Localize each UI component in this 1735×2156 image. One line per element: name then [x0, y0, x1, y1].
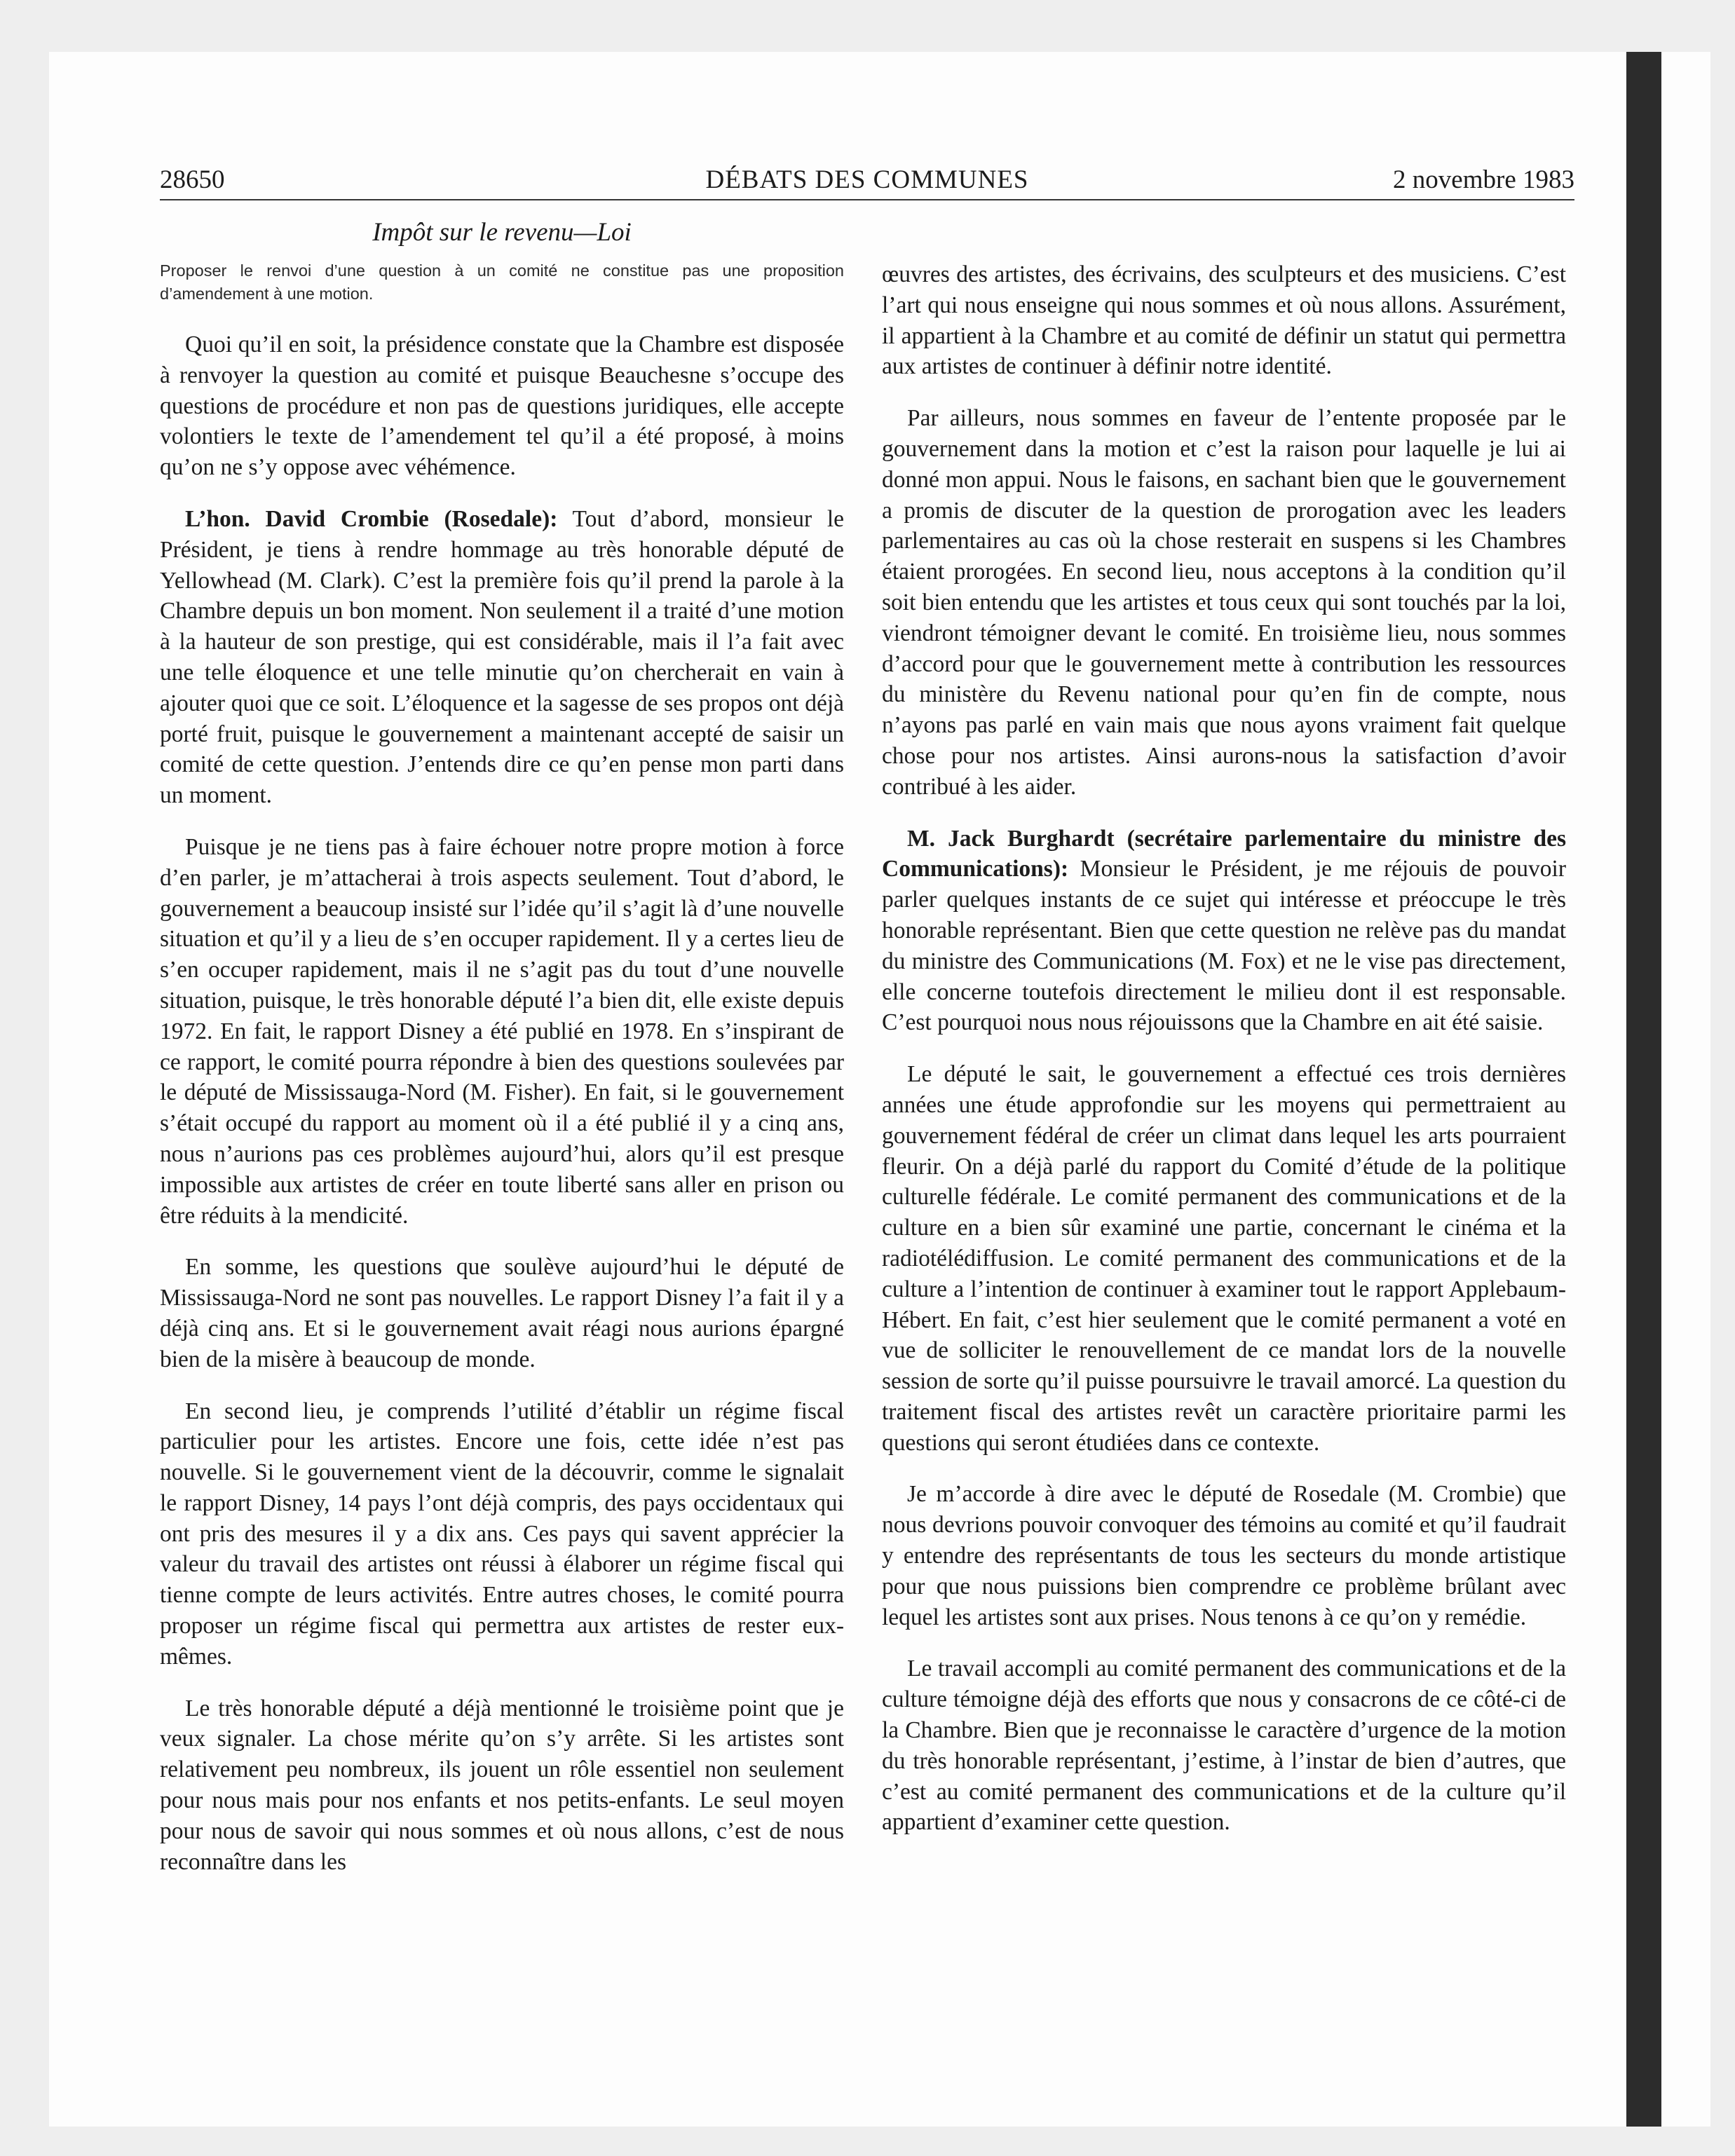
sitting-date: 2 novembre 1983	[1393, 165, 1574, 194]
right-column	[882, 259, 1566, 1859]
speaker-name: L’hon. David Crombie (Rosedale):	[185, 505, 558, 532]
speech-text: Monsieur le Président, je me réjouis de pouvoir parler quelques instants de ce sujet qui intéresse et préoccupe le très honorable représentant. Bien que cette question ne relève pas du mandat du ministre des Communications (M. Fox) et ne le vise pas directement, elle concerne toutefois directement le milieu dont il est responsable. C’est pourquoi nous nous réjouissons que la Chambre en ait été saisie.	[882, 856, 1566, 1036]
speech-paragraph	[160, 504, 844, 811]
paragraph: En second lieu, je comprends l’utilité d’établir un régime fiscal particulier pour les artistes. Encore une fois, cette idée n’est pas nouvelle. Si le gouvernement vient de la découvrir, comme le signalait le rapport Disney, 14 pays l’ont déjà compris, des pays occidentaux qui ont pris des mesures il y a dix ans. Ces pays qui savent apprécier la valeur du travail des artistes ont réussi à élaborer un régime fiscal qui tienne compte de leurs activités. Entre autres choses, le comité pourra proposer un régime fiscal qui permettra aux artistes de rester eux-mêmes.	[160, 1398, 844, 1670]
running-header	[160, 164, 1574, 200]
publication-title: DÉBATS DES COMMUNES	[705, 165, 1029, 194]
procedural-note: Proposer le renvoi d’une question à un comité ne constitue pas une proposition d’amendement à une motion.	[160, 261, 844, 303]
paragraph: Le travail accompli au comité permanent des communications et de la culture témoigne déjà des efforts que nous y consacrons de ce côté-ci de la Chambre. Bien que je reconnaisse le caractère d’urgence de la motion du très honorable représentant, j’estime, à l’instar de bien d’autres, que c’est au comité permanent des communications et de la culture qu’il appartient d’examiner cette question.	[882, 1656, 1566, 1836]
paragraph: Puisque je ne tiens pas à faire échouer notre propre motion à force d’en parler, je m’attacherai à trois aspects seulement. Tout d’abord, le gouvernement a beaucoup insisté sur l’idée qu’il s’agit là d’une nouvelle situation et qu’il y a lieu de s’en occuper rapidement. Il y a certes lieu de s’en occuper rapidement, mais il ne s’agit pas du tout d’une nouvelle situation, puisque, le très honorable député l’a bien dit, elle existe depuis 1972. En fait, le rapport Disney a été publié en 1978. En s’inspirant de ce rapport, le comité pourra répondre à bien des questions soulevées par le député de Mississauga-Nord (M. Fisher). En fait, si le gouvernement s’était occupé du rapport au moment où il a été publié il y a cinq ans, nous n’aurions pas ces problèmes aujourd’hui, alors qu’il est presque impossible aux artistes de créer en toute liberté sans aller en prison ou être réduits à la mendicité.	[160, 833, 844, 1229]
paragraph-continued: œuvres des artistes, des écrivains, des sculpteurs et des musiciens. C’est l’art qui nous enseigne qui nous sommes et où nous allons. Assurément, il appartient à la Chambre et au comité de définir un statut qui permettra aux artistes de continuer à définir notre identité.	[882, 261, 1566, 380]
paragraph: En somme, les questions que soulève aujourd’hui le député de Mississauga-Nord ne sont pas nouvelles. Le rapport Disney l’a fait il y a déjà cinq ans. Et si le gouvernement avait réagi nous aurions épargné bien de la misère à beaucoup de monde.	[160, 1254, 844, 1372]
paragraph: Par ailleurs, nous sommes en faveur de l’entente proposée par le gouvernement dans la motion et c’est la raison pour laquelle je lui ai donné mon appui. Nous le faisons, en sachant bien que le gouvernement a promis de discuter de la question de prorogation avec les leaders parlementaires au cas où la chose resterait en suspens si les Chambres étaient prorogées. En second lieu, nous acceptons à la condition qu’il soit bien entendu que les artistes et tous ceux qui sont touchés par la loi, viendront témoigner devant le comité. En troisième lieu, nous sommes d’accord pour que le gouvernement mette à contribution les ressources du ministère du Revenu national pour qu’en fin de compte, nous n’ayons pas parlé en vain mais que nous ayons vraiment fait quelque chose pour nos artistes. Ainsi aurons-nous la satisfaction d’avoir contribué à les aider.	[882, 405, 1566, 800]
paragraph: Le député le sait, le gouvernement a effectué ces trois dernières années une étude approfondie sur les moyens qui permettraient au gouvernement fédéral de créer un climat dans lequel les arts pourraient fleurir. On a déjà parlé du rapport du Comité d’étude de la politique culturelle fédérale. Le comité permanent des communications et de la culture en a bien sûr examiné une partie, concernant le cinéma et la radiotélédiffusion. Le comité permanent des communications et de la culture a l’intention de continuer à examiner tout le rapport Applebaum-Hébert. En fait, c’est hier seulement que le comité permanent a voté en vue de solliciter le renouvellement de ce mandat lors de la nouvelle session de sorte qu’il puisse poursuivre le travail amorcé. La question du traitement fiscal des artistes revêt un caractère prioritaire parmi les questions qui seront étudiées dans ce contexte.	[882, 1061, 1566, 1456]
section-title: Impôt sur le revenu—Loi	[372, 218, 632, 247]
speech-text: Tout d’abord, monsieur le Président, je tiens à rendre hommage au très honorable député de Yellowhead (M. Clark). C’est la première fois qu’il prend la parole à la Chambre depuis un bon moment. Non seulement il a traité d’une motion à la hauteur de son prestige, qui est considérable, mais il l’a fait avec une telle éloquence et une telle minutie qu’on chercherait en vain à ajouter quoi que ce soit. L’éloquence et la sagesse de ses propos ont déjà porté fruit, puisque le gouvernement a maintenant accepté de saisir un comité de cette question. J’entends dire ce qu’en pense mon parti dans un moment.	[160, 505, 844, 809]
paragraph: Le très honorable député a déjà mentionné le troisième point que je veux signaler. La chose mérite qu’on s’y arrête. Si les artistes sont relativement peu nombreux, ils jouent un rôle essentiel non seulement pour nous mais pour nos enfants et nos petits-enfants. Le seul moyen pour nous de savoir qui nous sommes et où nous allons, c’est de nous reconnaître dans les	[160, 1695, 844, 1875]
left-column	[160, 259, 844, 1898]
paragraph: Quoi qu’il en soit, la présidence constate que la Chambre est disposée à renvoyer la question au comité et puisque Beauchesne s’occupe des questions de procédure et non pas de questions juridiques, elle accepte volontiers le texte de l’amendement tel qu’il a été proposé, à moins qu’on ne s’y oppose avec véhémence.	[160, 332, 844, 481]
page-number: 28650	[160, 165, 225, 194]
speaker-name: M. Jack Burghardt (secrétaire parlementaire du ministre des Communications):	[882, 825, 1566, 882]
scan-edge-shadow	[1626, 52, 1661, 2127]
speech-paragraph	[882, 824, 1566, 1039]
paragraph: Je m’accorde à dire avec le député de Rosedale (M. Crombie) que nous devrions pouvoir convoquer des témoins au comité et qu’il faudrait y entendre des représentants de tous les secteurs du monde artistique pour que nous puissions bien comprendre ce problème brûlant avec lequel les artistes sont aux prises. Nous tenons à ce qu’on y remédie.	[882, 1481, 1566, 1630]
